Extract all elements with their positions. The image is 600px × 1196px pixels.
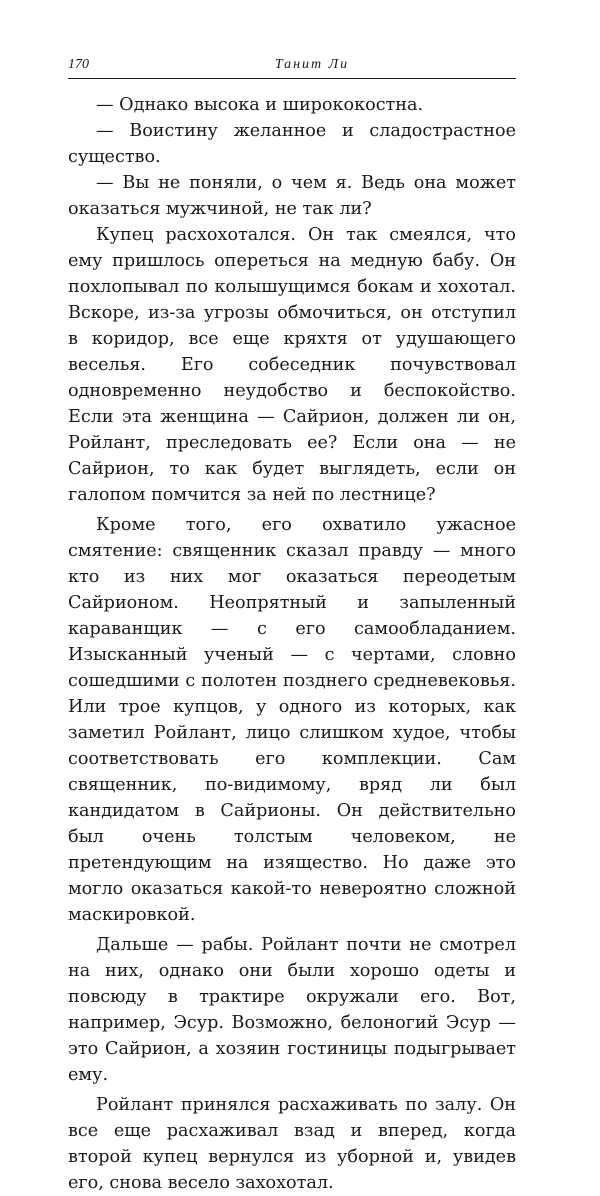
running-title: Танит Ли <box>274 57 350 72</box>
body-text <box>68 92 516 1196</box>
paragraph: Ройлант принялся расхаживать по залу. Он все еще расхаживал взад и вперед, когда второй купец вернулся из уборной и, увидев его, снова весело захохотал. <box>68 1095 516 1193</box>
paragraph: Дальше — рабы. Ройлант почти не смотрел на них, однако они были хорошо одеты и повсюду в трактире окружали его. Вот, например, Эсур. Возможно, белоногий Эсур — это Сайрион, а хозяин гостиницы подыгрывает ему. <box>68 935 516 1085</box>
paragraph: — Воистину желанное и сладострастное существо. <box>68 121 516 167</box>
page-number: 170 <box>68 57 89 72</box>
page-header <box>68 57 516 77</box>
paragraph: — Вы не поняли, о чем я. Ведь она может оказаться мужчиной, не так ли? <box>68 173 516 219</box>
paragraph: — Однако высока и ширококостна. <box>96 95 424 115</box>
paragraph: Купец расхохотался. Он так смеялся, что ему пришлось опереться на медную бабу. Он похлопывал по колышущимся бокам и хохотал. Вскоре, из-за угрозы обмочиться, он отступил в коридор, все еще кряхтя от удушающего веселья. Его собеседник почувствовал одновременно неудобство и беспокойство. Если эта женщина — Сайрион, должен ли он, Ройлант, преследовать ее? Если она — не Сайрион, то как будет выглядеть, если он галопом помчится за ней по лестнице? <box>68 225 516 505</box>
paragraph: Кроме того, его охватило ужасное смятение: священник сказал правду — много кто из них мог оказаться переодетым Сайрионом. Неопрятный и запыленный караванщик — с его самообладанием. Изысканный ученый — с чертами, словно сошедшими с полотен позднего средневековья. Или трое купцов, у одного из которых, как заметил Ройлант, лицо слишком худое, чтобы соответствовать его комплекции. Сам священник, по-видимому, вряд ли был кандидатом в Сайрионы. Он действительно был очень толстым человеком, не претендующим на изящество. Но даже это могло оказаться какой-то невероятно сложной маскировкой. <box>68 515 516 925</box>
header-rule <box>68 78 516 79</box>
